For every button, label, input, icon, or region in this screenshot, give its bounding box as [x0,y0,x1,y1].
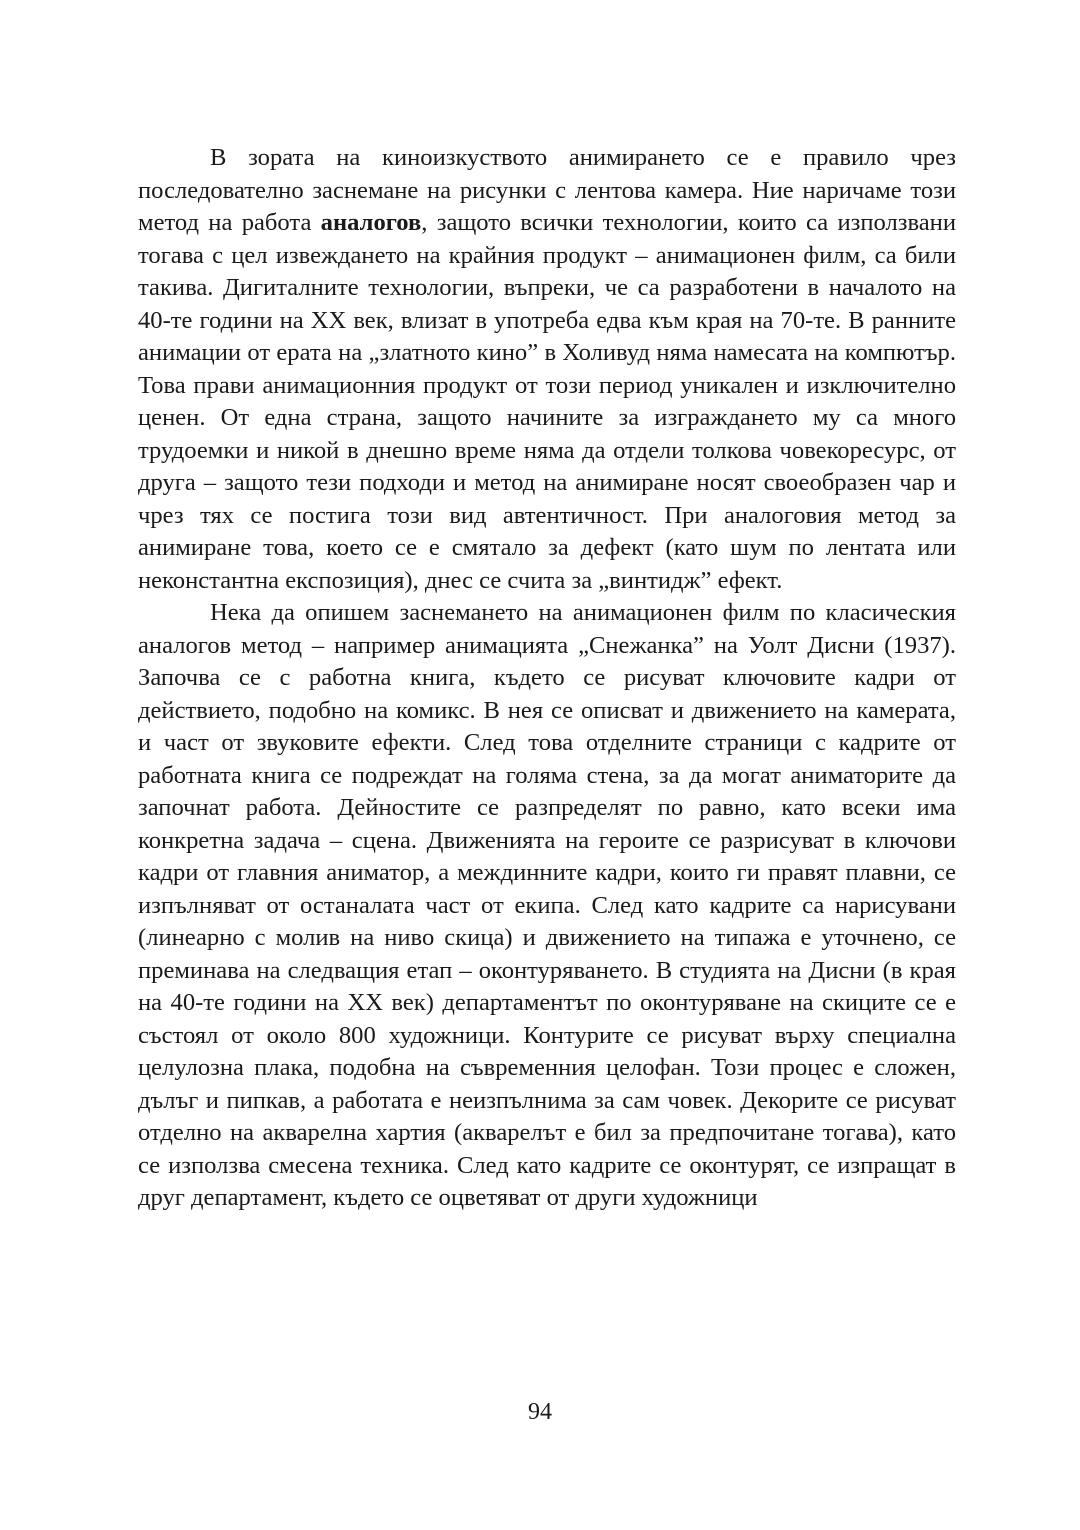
page-body [138,142,956,1215]
paragraph-1-text-end: , защото всички технологии, които са използвани тогава с цел извеждането на крайния продукт – анимационен филм, са били такива. Дигиталните технологии, въпреки, че са разработени в началото на 40-те години на XX век, влизат в употреба едва към края на 70-те. В ранните анимации от ерата на „златното кино” в Холивуд няма намесата на компютър. Това прави анимационния продукт от този период уникален и изключително ценен. От една страна, защото начините за изграждането му са много трудоемки и никой в днешно време няма да отдели толкова човекоресурс, от друга – защото тези подходи и метод на анимиране носят своеобразен чар и чрез тях се постига този вид автентичност. При аналоговия метод за анимиране това, което се е смятало за дефект (като шум по лентата или неконстантна експозиция), днес се счита за „винтидж” ефект. [138,209,956,594]
paragraph-1-text-start: В зората на киноизкуството анимирането се е правило чрез последователно заснемане на рисунки с лентова камера. Ние наричаме този метод на работа [138,144,956,236]
page-number: 94 [528,1399,552,1425]
paragraph-1 [138,142,956,597]
bold-term-analog: аналогов [320,209,422,236]
paragraph-2: Нека да опишем заснемането на анимационен филм по класическия аналогов метод – например анимацията „Снежанка” на Уолт Дисни (1937). Започва се с работна книга, където се рисуват ключовите кадри от действието, подобно на комикс. В нея се описват и движението на камерата, и част от звуковите ефекти. След това отделните страници с кадрите от работната книга се подреждат на голяма стена, за да могат аниматорите да започнат работа. Дейностите се разпределят по равно, като всеки има конкретна задача – сцена. Движенията на героите се разрисуват в ключови кадри от главния аниматор, а междинните кадри, които ги правят плавни, се изпълняват от останалата част от екипа. След като кадрите са нарисувани (линеарно с молив на ниво скица) и движението на типажа е уточнено, се преминава на следващия етап – оконтуряването. В студията на Дисни (в края на 40-те години на XX век) департаментът по оконтуряване на скиците се е състоял от около 800 художници. Контурите се рисуват върху специална целулозна плака, подобна на съвременния целофан. Този процес е сложен, дълъг и пипкав, а работата е неизпълнима за сам човек. Декорите се рисуват отделно на акварелна хартия (акварелът е бил за предпочитане тогава), като се използва смесена техника. След като кадрите се оконтурят, се изпращат в друг департамент, където се оцветяват от други художници [138,599,956,1211]
